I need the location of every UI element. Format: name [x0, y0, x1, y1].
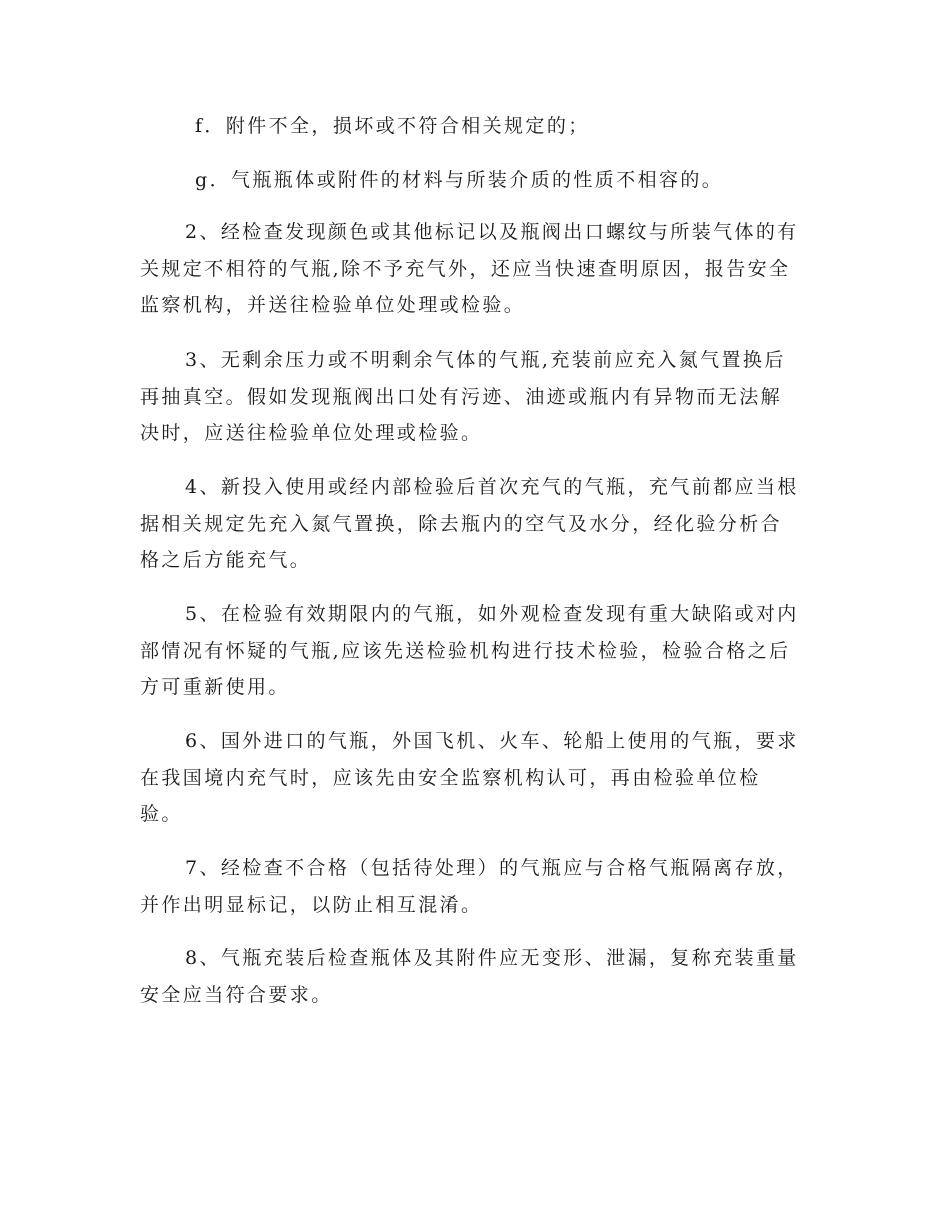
- text-line: 在我国境内充气时，应该先由安全监察机构认可，再由检验单位检: [140, 766, 761, 789]
- paragraph-item-4: [140, 469, 820, 579]
- text-line: 2、经检查发现颜色或其他标记以及瓶阀出口螺纹与所装气体的有: [185, 221, 799, 243]
- paragraph-item-7: [140, 850, 820, 923]
- text-line: 验。: [140, 803, 183, 825]
- text-line: 8、气瓶充装后检查瓶体及其附件应无变形、泄漏，复称充装重量: [185, 947, 799, 969]
- text-line: 监察机构，并送往检验单位处理或检验。: [140, 294, 526, 316]
- text-line: 5、在检验有效期限内的气瓶，如外观检查发现有重大缺陷或对内: [185, 603, 799, 625]
- paragraph-item-2: [140, 214, 820, 324]
- paragraph-item-5: [140, 596, 820, 706]
- text-line: f．附件不全，损坏或不符合相关规定的；: [195, 115, 590, 137]
- text-line: 关规定不相符的气瓶,除不予充气外，还应当快速查明原因，报告安全: [140, 257, 791, 280]
- text-line: 4、新投入使用或经内部检验后首次充气的气瓶，充气前都应当根: [185, 476, 799, 498]
- text-line: 决时，应送往检验单位处理或检验。: [140, 422, 483, 444]
- paragraph-item-8: [140, 940, 820, 1013]
- paragraph-item-3: [140, 342, 820, 452]
- text-line: 并作出明显标记，以防止相互混淆。: [140, 893, 483, 916]
- text-line: 格之后方能充气。: [140, 549, 312, 571]
- text-line: 部情况有怀疑的气瓶,应该先送检验机构进行技术检验，检验合格之后: [140, 639, 791, 662]
- paragraph-item-6: [140, 723, 820, 833]
- text-line: 方可重新使用。: [140, 676, 290, 698]
- text-line: 3、无剩余压力或不明剩余气体的气瓶,充装前应充入氮气置换后: [185, 349, 786, 371]
- text-line: 再抽真空。假如发现瓶阀出口处有污迹、油迹或瓶内有异物而无法解: [140, 385, 783, 408]
- text-line: 安全应当符合要求。: [140, 983, 333, 1006]
- text-line: 6、国外进口的气瓶，外国飞机、火车、轮船上使用的气瓶，要求: [185, 730, 799, 752]
- paragraph-item-f: [140, 108, 820, 145]
- text-line: 据相关规定先充入氮气置换，除去瓶内的空气及水分，经化验分析合: [140, 512, 783, 535]
- text-line: 7、经检查不合格（包括待处理）的气瓶应与合格气瓶隔离存放，: [185, 857, 799, 879]
- paragraph-item-g: [140, 162, 820, 199]
- text-line: g．气瓶瓶体或附件的材料与所装介质的性质不相容的。: [195, 169, 724, 191]
